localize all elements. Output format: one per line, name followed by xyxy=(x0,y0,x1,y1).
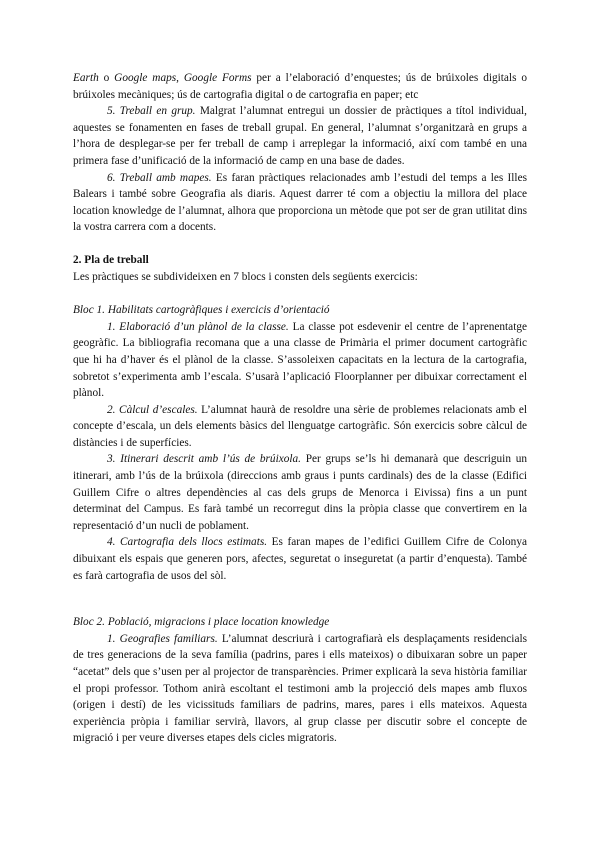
intro-italic-earth: Earth xyxy=(73,72,99,84)
bloc-1-item-2 xyxy=(73,402,527,452)
item-6-title: 6. Treball amb mapes. xyxy=(107,171,212,184)
bloc-2-item-1-text: L’alumnat descriurà i cartografiarà els desplaçaments residencials de tres generacions de la seva família (padrins, pares i ells mateixos) o dibuixaran sobre un paper “acetat” dels que s’usen per al projector de transparències. Primer explicarà la seva història familiar el propi professor. Tothom anirà escoltant el testimoni amb la projecció dels mapes amb fluxos (origen i destí) de les vicissituds familiars de padrins, mares, pares i ells mateixos. Aquesta experiència pròpia i familiar servirà, llavors, al grup classe per discutir sobre el concepte de migració i per veure diverses etapes dels cicles migratoris. xyxy=(73,632,527,745)
bloc-1-item-3-title: 3. Itinerari descrit amb l’ús de brúixola. xyxy=(107,453,301,466)
bloc-1-item-1-text: La classe pot esdevenir el centre de l’aprenentatge geogràfic. La bibliografia recomana que a una classe de Primària el primer document cartogràfic que hi ha d’haver és el plànol de la classe. S’assoleixen capacitats en la lectura de la cartografia, sobretot s’experimenta amb l’escala. S’usarà l’aplicació Floorplanner per dibuixar correctament el plànol. xyxy=(73,320,527,400)
bloc-1-item-1-title: 1. Elaboració d’un plànol de la classe. xyxy=(107,320,289,333)
bloc-2-item-1-title: 1. Geografies familiars. xyxy=(107,632,218,645)
bloc-1-item-3-text: Per grups se’ls hi demanarà que descriguin un itinerari, amb l’ús de la brúixola (direccions amb graus i punts cardinals) des de la classe (Edifici Guillem Cifre o altres dependències al cas dels grups de Menorca i Eivissa) fins a un punt determinat del Campus. Es farà també un recorregut dins la pròpia classe que convertirem en la representació d’un nucli de poblament. xyxy=(73,453,527,532)
bloc-1-item-3 xyxy=(73,451,527,534)
bloc-2-item-1 xyxy=(73,631,527,747)
bloc-1-item-4-title: 4. Cartografia dels llocs estimats. xyxy=(107,536,268,549)
item-5-paragraph xyxy=(73,103,527,169)
section-2-heading: 2. Pla de treball xyxy=(73,253,149,266)
item-6-text: Es faran pràctiques relacionades amb l’estudi del temps a les Illes Balears i també sobre Geografia als diaris. Aquest darrer té com a objectiu la millora del place location knowledge de l’alumnat, alhora que proporciona un mètode que pot ser de gran utilitat dins la vostra carrera com a docents. xyxy=(73,171,527,234)
intro-italic-google: Google maps, Google Forms xyxy=(114,72,252,84)
intro-paragraph xyxy=(73,70,527,103)
document-body xyxy=(73,70,527,747)
bloc-1-item-2-text: L’alumnat haurà de resoldre una sèrie de problemes relacionats amb el concepte d’escala, un dels elements bàsics del llenguatge cartogràfic. Són exercicis sobre càlcul de distàncies i de superfícies. xyxy=(73,403,527,449)
intro-connector: o xyxy=(98,72,115,84)
bloc-1-heading: Bloc 1. Habilitats cartogràfiques i exercicis d’orientació xyxy=(73,304,330,317)
intro-text: per a l’elaboració d’enquestes; ús de brúixoles digitals o brúixoles mecàniques; ús de cartografia digital o de cartografia en paper; etc xyxy=(73,72,527,101)
bloc-2-heading: Bloc 2. Població, migracions i place location knowledge xyxy=(73,616,330,629)
item-5-text: Malgrat l’alumnat entregui un dossier de pràctiques a títol individual, aquestes se fonamenten en fases de treball grupal. En general, l’alumnat s’organitzarà en grups a l’hora de desplegar-se per fer treball de camp i arreplegar la informació, així com també en una primera fase d’unificació de la informació de camp en una base de dades. xyxy=(73,105,528,167)
bloc-1-item-4 xyxy=(73,534,527,584)
bloc-1-item-4-text: Es faran mapes de l’edifici Guillem Cifre de Colonya dibuixant els espais que generen pors, afectes, seguretat o inseguretat (a partir d’enquesta). També es farà cartografia de usos del sòl. xyxy=(73,536,527,582)
item-6-paragraph xyxy=(73,170,527,236)
bloc-1-item-1 xyxy=(73,319,527,402)
section-2-intro: Les pràctiques se subdivideixen en 7 blocs i consten dels següents exercicis: xyxy=(73,270,418,283)
item-5-title: 5. Treball en grup. xyxy=(107,105,196,118)
bloc-1-item-2-title: 2. Càlcul d’escales. xyxy=(107,403,198,416)
